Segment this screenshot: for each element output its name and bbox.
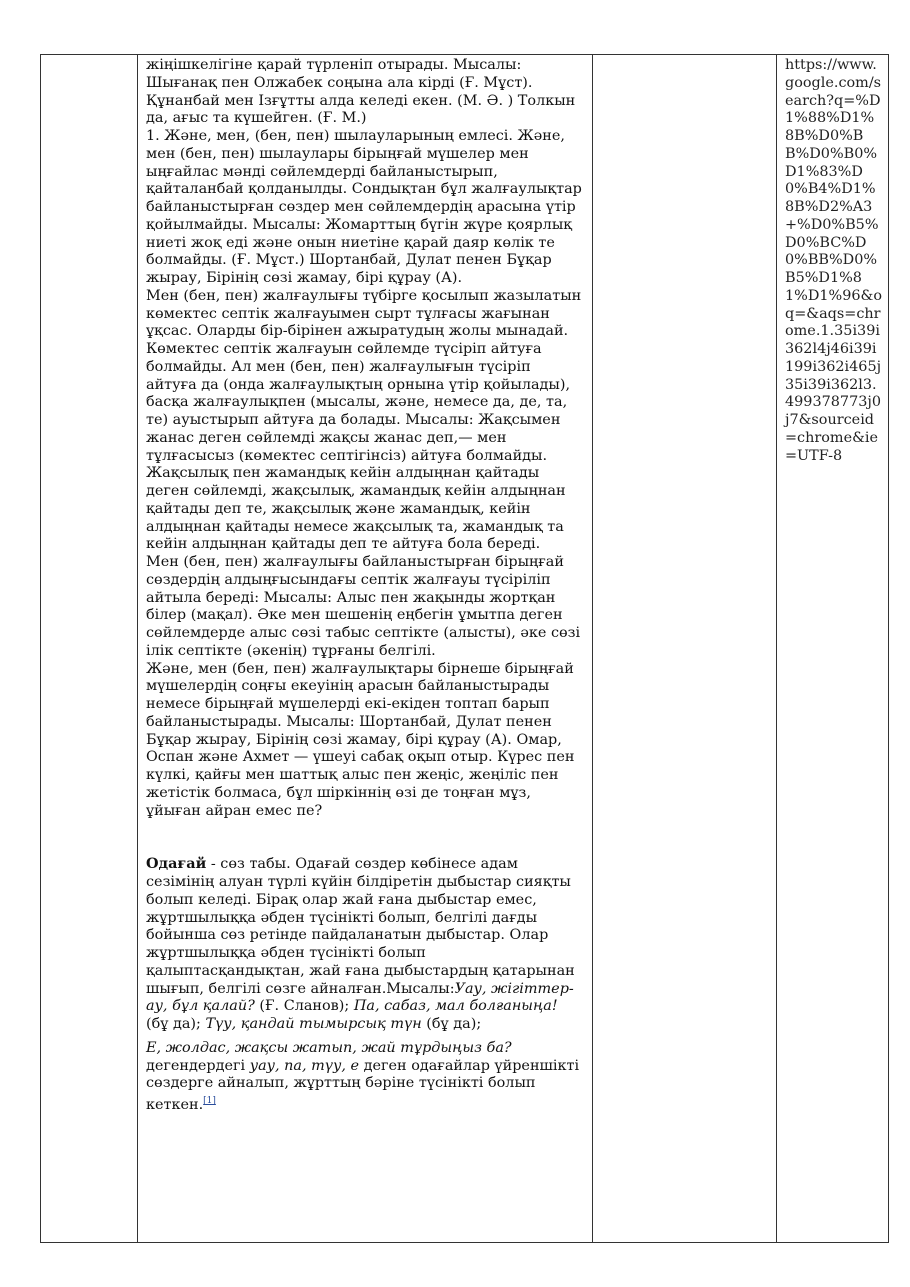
- paragraph: Мен (бен, пен) жалғаулығы байланыстырған бірыңғай сөздердің алдыңғысындағы септік жалғауы түсіріліп айтыла береді: Мысалы: Алыс пен жақынды жортқан білер (мақал). Әке мен шешенің еңбегін ұмытпа деген сөйлемдерде алыс сөзі табыс септікте (алысты), әке сөзі ілік септікте (әкенің) тұрғаны белгілі.: [146, 554, 581, 659]
- empty-cell-left: [41, 55, 138, 1243]
- paragraph: 1. Және, мен, (бен, пен) шылауларының емлесі. Және, мен (бен, пен) шылаулары бірыңғай мүшелер мен ыңғайлас мәнді сөйлемдерді байланыстырып, қайталанбай қолданылды. Сондықтан бұл жалғаулықтар байланыстырған сөздер мен сөйлемдердің арасына үтір қойылмайды. Мысалы: Жомарттың бүгін жүре қоярлық ниеті жоқ еді және онын ниетіне қарай даяр көлік те болмайды. (Ғ. Мұст.) Шортанбай, Дулат пенен Бұқар жырау, Бірінің сөзі жамау, бірі құрау (А).: [146, 128, 582, 286]
- document-table: [40, 54, 889, 1243]
- paragraph: жіңішкелігіне қарай түрленіп отырады. Мысалы: Шығанақ пен Олжабек соңына ала кірді (Ғ. Мұст). Құнанбай мен Ізғұтты алда келеді екен. (М. Ә. ) Толкын да, ағыс та күшейген. (Ғ. М.): [146, 57, 576, 127]
- footnote-link[interactable]: [1]: [203, 1096, 216, 1106]
- empty-cell-middle: [593, 55, 777, 1243]
- url-cell: [777, 55, 889, 1243]
- paragraph: Мен (бен, пен) жалғаулығы түбірге қосылып жазылатын көмектес септік жалғауымен сырт тұлғасы жағынан ұқсас. Оларды бір-бірінен ажыратудың жолы мынадай. Көмектес септік жалғауын сөйлемде түсіріп айтуға болмайды. Ал мен (бен, пен) жалғаулығын түсіріп айтуға да (онда жалғаулықтың орнына үтір қойылады), басқа жалғаулықпен (мысалы, және, немесе да, де, та, те) ауыстырып айтуға да болады. Мысалы: Жақсымен жанас деген сөйлемді жақсы жанас деп,— мен тұлғасысыз (көмектес септігінсіз) айтуға болмайды. Жақсылық пен жамандық кейін алдыңнан қайтады деген сөйлемді, жақсылық, жамандық кейін алдыңнан қайтады деп те, жақсылық және жамандық, кейін алдыңнан қайтады немесе жақсылық та, жамандық та кейін алдыңнан қайтады деп те айтуға бола береді.: [146, 287, 582, 553]
- odagai-term: Одағай: [146, 855, 207, 873]
- paragraph: Және, мен (бен, пен) жалғаулықтары бірнеше бірыңғай мүшелердің соңғы екеуінің арасын байланыстырады немесе бірыңғай мүшелерді екі-екіден топтап барып байланыстырады. Мысалы: Шортанбай, Дулат пенен Бұқар жырау, Бірінің сөзі жамау, бірі құрау (А). Омар, Оспан және Ахмет — үшеуі сабақ оқып отыр. Күрес пен күлкі, қайғы мен шаттық алыс пен жеңіс, жеңіліс пен жетістік болмаса, бұл шіркіннің өзі де тоңған мұз, ұйыған айран емес пе?: [146, 660, 575, 819]
- odagai-definition: Одағай - сөз табы. Одағай сөздер көбінесе адам сезімінің алуан түрлі күйін білдіретін дыбыстар сияқты болып келеді. Бірақ олар жай ғана дыбыстар емес, жұртшылыққа әбден түсінікті болып, белгілі дағды бойынша сөз ретінде пайдаланатын дыбыстар. Олар жұртшылыққа әбден түсінікті болып қалыптасқандықтан, жай ғана дыбыстардың қатарынан шығып, белгілі сөзге айналған.Мысалы:Уау, жігіттер-ау, бұл қалай? (Ғ. Сланов); Па, сабаз, мал болғаныңа! (бұ да); Түу, қандай тымырсық түн (бұ да);: [146, 855, 575, 1032]
- source-url: https://www.google.com/search?q=%D1%88%D1%8B%D0%BB%D0%B0%D1%83%D0%B4%D1%8B%D2%A3+%D0%B5%D0%BC%D0%BB%D0%B5%D1%81%D1%96&oq=&aqs=chrome.1.35i39i362l4j46i39i199i362i465j35i39i362l3.499378773j0j7&sourceid=chrome&ie=UTF-8: [785, 57, 882, 464]
- main-text: [138, 55, 592, 1115]
- odagai-examples: Е, жолдас, жақсы жатып, жай тұрдыңыз ба? дегендердегі уау, па, түу, е деген одағайлар үйреншікті сөздерге айналып, жұрттың бәріне түсінікті болып кеткен.[1]: [146, 1039, 580, 1113]
- content-cell: [138, 55, 593, 1243]
